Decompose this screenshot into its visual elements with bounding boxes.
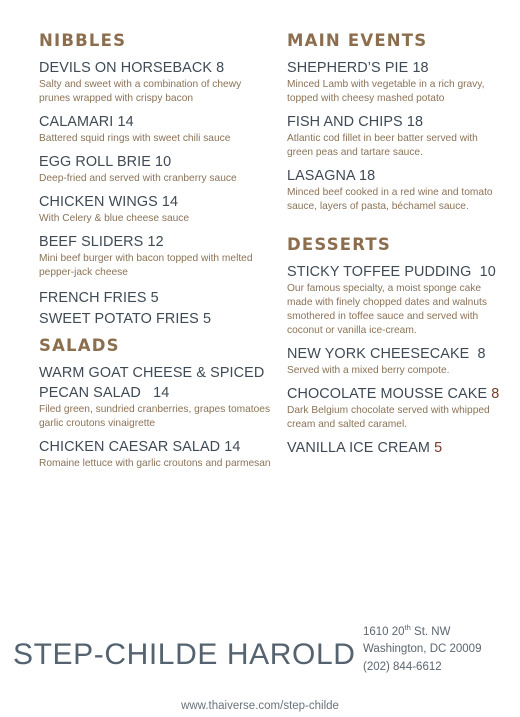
menu-item-description: Our famous specialty, a moist sponge cake made with finely chopped dates and walnuts smothered in toffee sauce and served with coconut or vanilla ice-cream. <box>287 283 487 336</box>
street-address <box>363 619 481 641</box>
menu-item-description: Romaine lettuce with garlic croutons and parmesan <box>39 458 271 469</box>
menu-item-description: Salty and sweet with a combination of chewy prunes wrapped with crispy bacon <box>39 79 242 104</box>
menu-item-name: CHICKEN CAESAR SALAD 14 <box>39 439 241 455</box>
menu-item <box>287 345 502 378</box>
menu-item-description: Battered squid rings with sweet chili sauce <box>39 133 231 144</box>
menu-item-name: STICKY TOFFEE PUDDING 10 <box>287 264 496 280</box>
menu-item-name <box>287 439 502 457</box>
menu-item-description: Deep-fried and served with cranberry sauce <box>39 173 237 184</box>
menu-item <box>39 438 274 471</box>
menu-item <box>287 263 502 338</box>
menu-item-price: 8 <box>491 386 500 402</box>
desserts-heading: DESSERTS <box>287 235 391 254</box>
menu-item-name: SWEET POTATO FRIES 5 <box>39 311 212 327</box>
menu-item <box>39 113 274 146</box>
menu-item-description: Served with a mixed berry compote. <box>287 365 450 376</box>
menu-item <box>287 385 502 432</box>
city-line: Washington, DC 20009 <box>363 643 482 656</box>
menu-item <box>287 59 502 106</box>
street-suffix: th <box>404 623 411 632</box>
menu-item-description: Filed green, sundried cranberries, grapes tomatoes garlic croutons vinaigrette <box>39 404 271 429</box>
main-events-heading: MAIN EVENTS <box>287 31 428 50</box>
street-name: St. NW <box>410 625 451 638</box>
right-column <box>287 30 502 464</box>
menu-item-description: With Celery & blue cheese sauce <box>39 213 190 224</box>
menu-item-fries <box>39 289 274 328</box>
menu-item-name: PECAN SALAD 14 <box>39 385 170 401</box>
menu-item-name: FISH AND CHIPS 18 <box>287 114 424 130</box>
menu-item-description: Atlantic cod fillet in beer batter served with green peas and tartare sauce. <box>287 133 478 158</box>
website-link[interactable]: www.thaiverse.com/step-childe <box>181 700 339 712</box>
menu-item-description: Mini beef burger with bacon topped with melted pepper-jack cheese <box>39 253 253 278</box>
menu-item-name <box>287 385 502 403</box>
menu-item-description: Minced Lamb with vegetable in a rich gravy, topped with cheesy mashed potato <box>287 79 485 104</box>
street-number: 1610 20 <box>363 625 405 638</box>
menu-item <box>39 153 274 186</box>
menu-item <box>287 167 502 214</box>
menu-item-name: NEW YORK CHEESECAKE 8 <box>287 346 486 362</box>
menu-item-name: LASAGNA 18 <box>287 168 376 184</box>
menu-item-name: CHICKEN WINGS 14 <box>39 194 179 210</box>
menu-item-description: Dark Belgium chocolate served with whipped cream and salted caramel. <box>287 405 490 430</box>
menu-item <box>39 193 274 226</box>
menu-item-title: CHOCOLATE MOUSSE CAKE <box>287 386 492 402</box>
menu-item-name: BEEF SLIDERS 12 <box>39 234 164 250</box>
menu-item-name: EGG ROLL BRIE 10 <box>39 154 172 170</box>
menu-item-name: DEVILS ON HORSEBACK 8 <box>39 60 225 76</box>
menu-item <box>39 59 274 106</box>
menu-item-name: WARM GOAT CHEESE & SPICED <box>39 365 265 381</box>
left-column <box>39 30 274 478</box>
address-block <box>363 619 481 676</box>
menu-item <box>287 439 502 457</box>
nibbles-heading: NIBBLES <box>39 31 127 50</box>
salads-heading: SALADS <box>39 336 120 355</box>
menu-item-title: VANILLA ICE CREAM <box>287 440 435 456</box>
phone-number: (202) 844-6612 <box>363 660 442 673</box>
menu-item-description: Minced beef cooked in a red wine and tomato sauce, layers of pasta, béchamel sauce. <box>287 187 493 212</box>
menu-item-price: 5 <box>434 440 443 456</box>
menu-item <box>39 364 274 431</box>
menu-item-name: CALAMARI 14 <box>39 114 134 130</box>
restaurant-name: STEP-CHILDE HAROLD <box>13 638 356 671</box>
menu-item-name: FRENCH FRIES 5 <box>39 290 159 306</box>
menu-item <box>39 233 274 280</box>
menu-item <box>287 113 502 160</box>
menu-item-name: SHEPHERD’S PIE 18 <box>287 60 429 76</box>
